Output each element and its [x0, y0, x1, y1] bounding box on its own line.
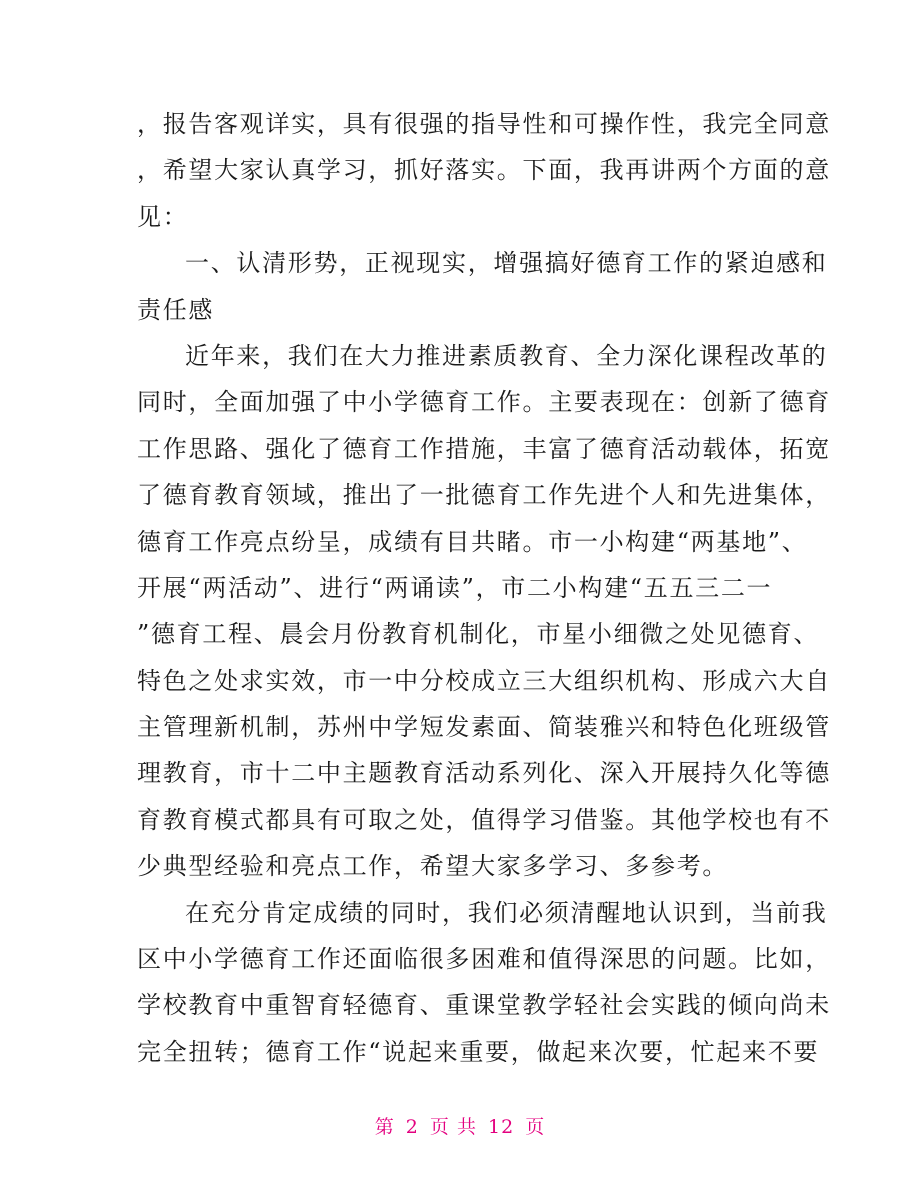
text-line: 德育工作亮点纷呈，成绩有目共睹。市一小构建“两基地”、	[137, 527, 808, 556]
text-line: 责任感	[137, 295, 215, 324]
footer-total-pages: 12	[488, 1116, 515, 1138]
text-line: 近年来，我们在大力推进素质教育、全力深化课程改革的	[185, 341, 828, 370]
document-body	[137, 101, 831, 1075]
text-line: 了德育教育领域，推出了一批德育工作先进个人和先进集体，	[137, 481, 831, 510]
text-line: 学校教育中重智育轻德育、重课堂教学轻社会实践的倾向尚未	[137, 991, 831, 1020]
text-line: 工作思路、强化了德育工作措施，丰富了德育活动载体，拓宽	[137, 434, 831, 463]
text-line: 特色之处求实效，市一中分校成立三大组织机构、形成六大自	[137, 666, 831, 695]
text-line: ”德育工程、晨会月份教育机制化，市星小细微之处见德育、	[137, 620, 820, 649]
footer-middle: 页 共	[429, 1116, 477, 1138]
text-line: 同时，全面加强了中小学德育工作。主要表现在：创新了德育	[137, 388, 831, 417]
text-line: 一、认清形势，正视现实，增强搞好德育工作的紧迫感和	[185, 249, 828, 278]
text-line: 少典型经验和亮点工作，希望大家多学习、多参考。	[137, 852, 729, 881]
text-line: ，报告客观详实，具有很强的指导性和可操作性，我完全同意	[137, 110, 831, 138]
footer-suffix: 页	[525, 1116, 546, 1138]
text-line: 区中小学德育工作还面临很多困难和值得深思的问题。比如，	[137, 945, 831, 974]
text-line: 主管理新机制，苏州中学短发素面、简装雅兴和特色化班级管	[137, 713, 831, 742]
text-line: 开展“两活动”、进行“两诵读”，市二小构建“五五三二一	[137, 573, 773, 602]
text-line: 见：	[137, 202, 189, 231]
footer-prefix: 第	[374, 1116, 395, 1138]
text-line: 育教育模式都具有可取之处，值得学习借鉴。其他学校也有不	[137, 805, 831, 834]
text-line: 完全扭转；德育工作“说起来重要，做起来次要，忙起来不要	[137, 1037, 820, 1066]
page-footer	[0, 1112, 920, 1139]
text-line: ，希望大家认真学习，抓好落实。下面，我再讲两个方面的意	[137, 156, 831, 185]
text-line: 在充分肯定成绩的同时，我们必须清醒地认识到，当前我	[185, 898, 828, 927]
text-line: 理教育，市十二中主题教育活动系列化、深入开展持久化等德	[137, 759, 831, 788]
footer-current-page: 2	[405, 1116, 419, 1138]
